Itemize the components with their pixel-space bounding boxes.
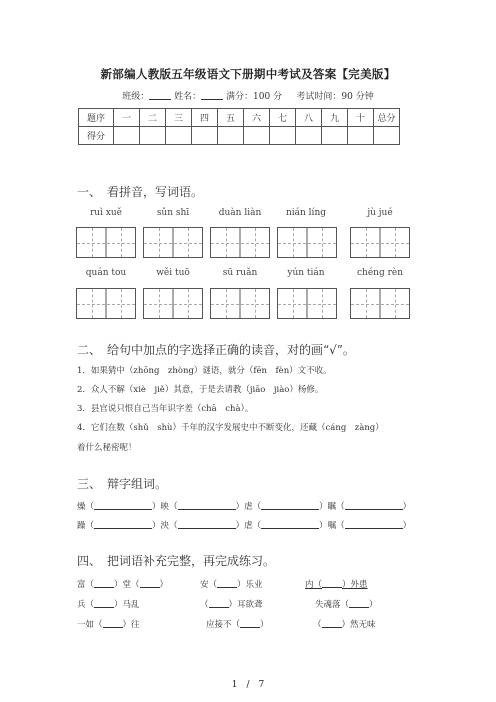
pinyin-label: quán tou	[85, 268, 127, 278]
writing-grid[interactable]	[143, 227, 203, 258]
char: 瞩	[327, 502, 337, 512]
pinyin-label: nián líng	[285, 208, 326, 218]
page-title: 新部编人教版五年级语文下册期中考试及答案【完美版】	[100, 67, 396, 81]
answer-blank[interactable]	[178, 500, 236, 510]
score-table	[78, 108, 400, 145]
idiom-item: （ ）然无味	[313, 620, 376, 630]
score-row-label: 得分	[79, 127, 114, 145]
score-header-cell: 四	[192, 109, 218, 127]
score-cell[interactable]	[166, 127, 192, 145]
name-blank	[201, 90, 223, 100]
writing-grid[interactable]	[210, 288, 270, 319]
writing-grid[interactable]	[350, 288, 410, 319]
section2-title: 二、 给句中加点的字选择正确的读音，对的画“√”。	[77, 343, 355, 357]
score-cell[interactable]	[322, 127, 348, 145]
score-cell[interactable]	[348, 127, 374, 145]
answer-blank[interactable]	[261, 500, 319, 510]
idiom-item: 失魂落（ ）	[315, 600, 378, 610]
score-header-cell: 六	[244, 109, 270, 127]
score-header-cell: 七	[270, 109, 296, 127]
section3-title: 三、 辩字组词。	[77, 477, 168, 491]
score-header-cell: 题序	[79, 109, 114, 127]
answer-blank[interactable]	[349, 598, 369, 608]
pinyin-label: sū ruǎn	[222, 268, 258, 278]
answer-blank[interactable]	[140, 578, 160, 588]
question-line: 2．众人不解（xiè jiě）其意，于是去请教（jiāo jiào）杨修。	[77, 385, 324, 395]
writing-grid[interactable]	[210, 227, 270, 258]
writing-grid[interactable]	[277, 288, 337, 319]
idiom-item: 兵（ ）马乱	[77, 600, 140, 610]
section4-title: 四、 把词语补充完整，再完成练习。	[77, 554, 276, 568]
question-line: 着什么秘密呢！	[77, 443, 137, 453]
pinyin-label: yún tián	[287, 268, 325, 278]
char: 燥	[77, 502, 86, 512]
writing-grid[interactable]	[76, 288, 136, 319]
char: 嘱	[327, 521, 337, 531]
score-header-cell: 二	[140, 109, 166, 127]
char: 泱	[160, 521, 170, 531]
name-label: 姓名：	[174, 92, 202, 102]
answer-blank[interactable]	[345, 519, 403, 529]
class-blank	[149, 90, 171, 100]
idiom-item: （ ）耳欲聋	[200, 600, 263, 610]
writing-grid[interactable]	[143, 288, 203, 319]
answer-blank[interactable]	[240, 618, 260, 628]
char: 映	[160, 502, 170, 512]
answer-blank[interactable]	[178, 519, 236, 529]
idiom-item: 应接不（ ）	[206, 620, 269, 630]
char: 躁	[77, 521, 86, 531]
score-header-cell: 五	[218, 109, 244, 127]
idiom-item: 内（ ）外患	[305, 580, 368, 590]
pinyin-label: duàn liàn	[218, 208, 262, 218]
answer-blank[interactable]	[261, 519, 319, 529]
answer-blank[interactable]	[94, 578, 114, 588]
question-line: 1．如果猜中（zhōng zhòng）谜语，就分（fēn fèn）文不收。	[77, 366, 332, 376]
score-cell[interactable]	[244, 127, 270, 145]
pinyin-label: ruì xuě	[89, 208, 123, 218]
answer-blank[interactable]	[94, 519, 152, 529]
exam-info	[0, 89, 496, 102]
writing-grid[interactable]	[350, 227, 410, 258]
answer-blank[interactable]	[209, 598, 229, 608]
score-header-cell: 八	[296, 109, 322, 127]
pinyin-label: jù jué	[367, 208, 393, 218]
score-cell[interactable]	[218, 127, 244, 145]
writing-grid[interactable]	[277, 227, 337, 258]
full-score: 满分：100 分	[226, 92, 283, 102]
answer-blank[interactable]	[103, 618, 123, 628]
question-line: 3．县官说只恨自己当年识字差（chā chà）。	[77, 404, 254, 414]
answer-blank[interactable]	[345, 500, 403, 510]
answer-blank[interactable]	[322, 618, 342, 628]
pinyin-label: sǔn shī	[156, 208, 190, 218]
pinyin-label: chéng rèn	[356, 268, 403, 278]
word-group-row: 躁（ ）泱（ ）虐（ ）嘱（ ）	[77, 521, 412, 531]
idiom-item: 一如（ ）往	[77, 620, 140, 630]
pinyin-label: wěi tuō	[156, 268, 190, 278]
char: 虐	[244, 502, 253, 512]
score-header-cell: 总分	[374, 109, 400, 127]
word-group-row: 燥（ ）映（ ）虐（ ）瞩（ ）	[77, 502, 412, 512]
score-table-header	[79, 109, 400, 127]
score-cell[interactable]	[114, 127, 140, 145]
section1-title: 一、 看拼音，写词语。	[77, 185, 204, 199]
idiom-item: 安（ ）乐业	[200, 580, 263, 590]
char: 虐	[244, 521, 253, 531]
score-header-cell: 十	[348, 109, 374, 127]
answer-blank[interactable]	[94, 598, 114, 608]
answer-blank[interactable]	[94, 500, 152, 510]
score-cell[interactable]	[296, 127, 322, 145]
score-header-cell: 三	[166, 109, 192, 127]
score-header-cell: 一	[114, 109, 140, 127]
score-cell[interactable]	[140, 127, 166, 145]
score-cell[interactable]	[270, 127, 296, 145]
score-table-row	[79, 127, 400, 145]
writing-grid[interactable]	[76, 227, 136, 258]
score-cell[interactable]	[374, 127, 400, 145]
score-cell[interactable]	[192, 127, 218, 145]
class-label: 班级：	[122, 92, 150, 102]
answer-blank[interactable]	[322, 578, 342, 588]
question-line: 4．它们在数（shǔ shù）千年的汉字发展史中不断变化，还藏（cáng zàng）	[77, 423, 384, 433]
score-header-cell: 九	[322, 109, 348, 127]
page-number: 1 / 7	[231, 680, 265, 690]
idiom-item: 富（ ）堂（ ）	[77, 580, 169, 590]
exam-time: 考试时间：90 分钟	[296, 92, 374, 102]
answer-blank[interactable]	[217, 578, 237, 588]
